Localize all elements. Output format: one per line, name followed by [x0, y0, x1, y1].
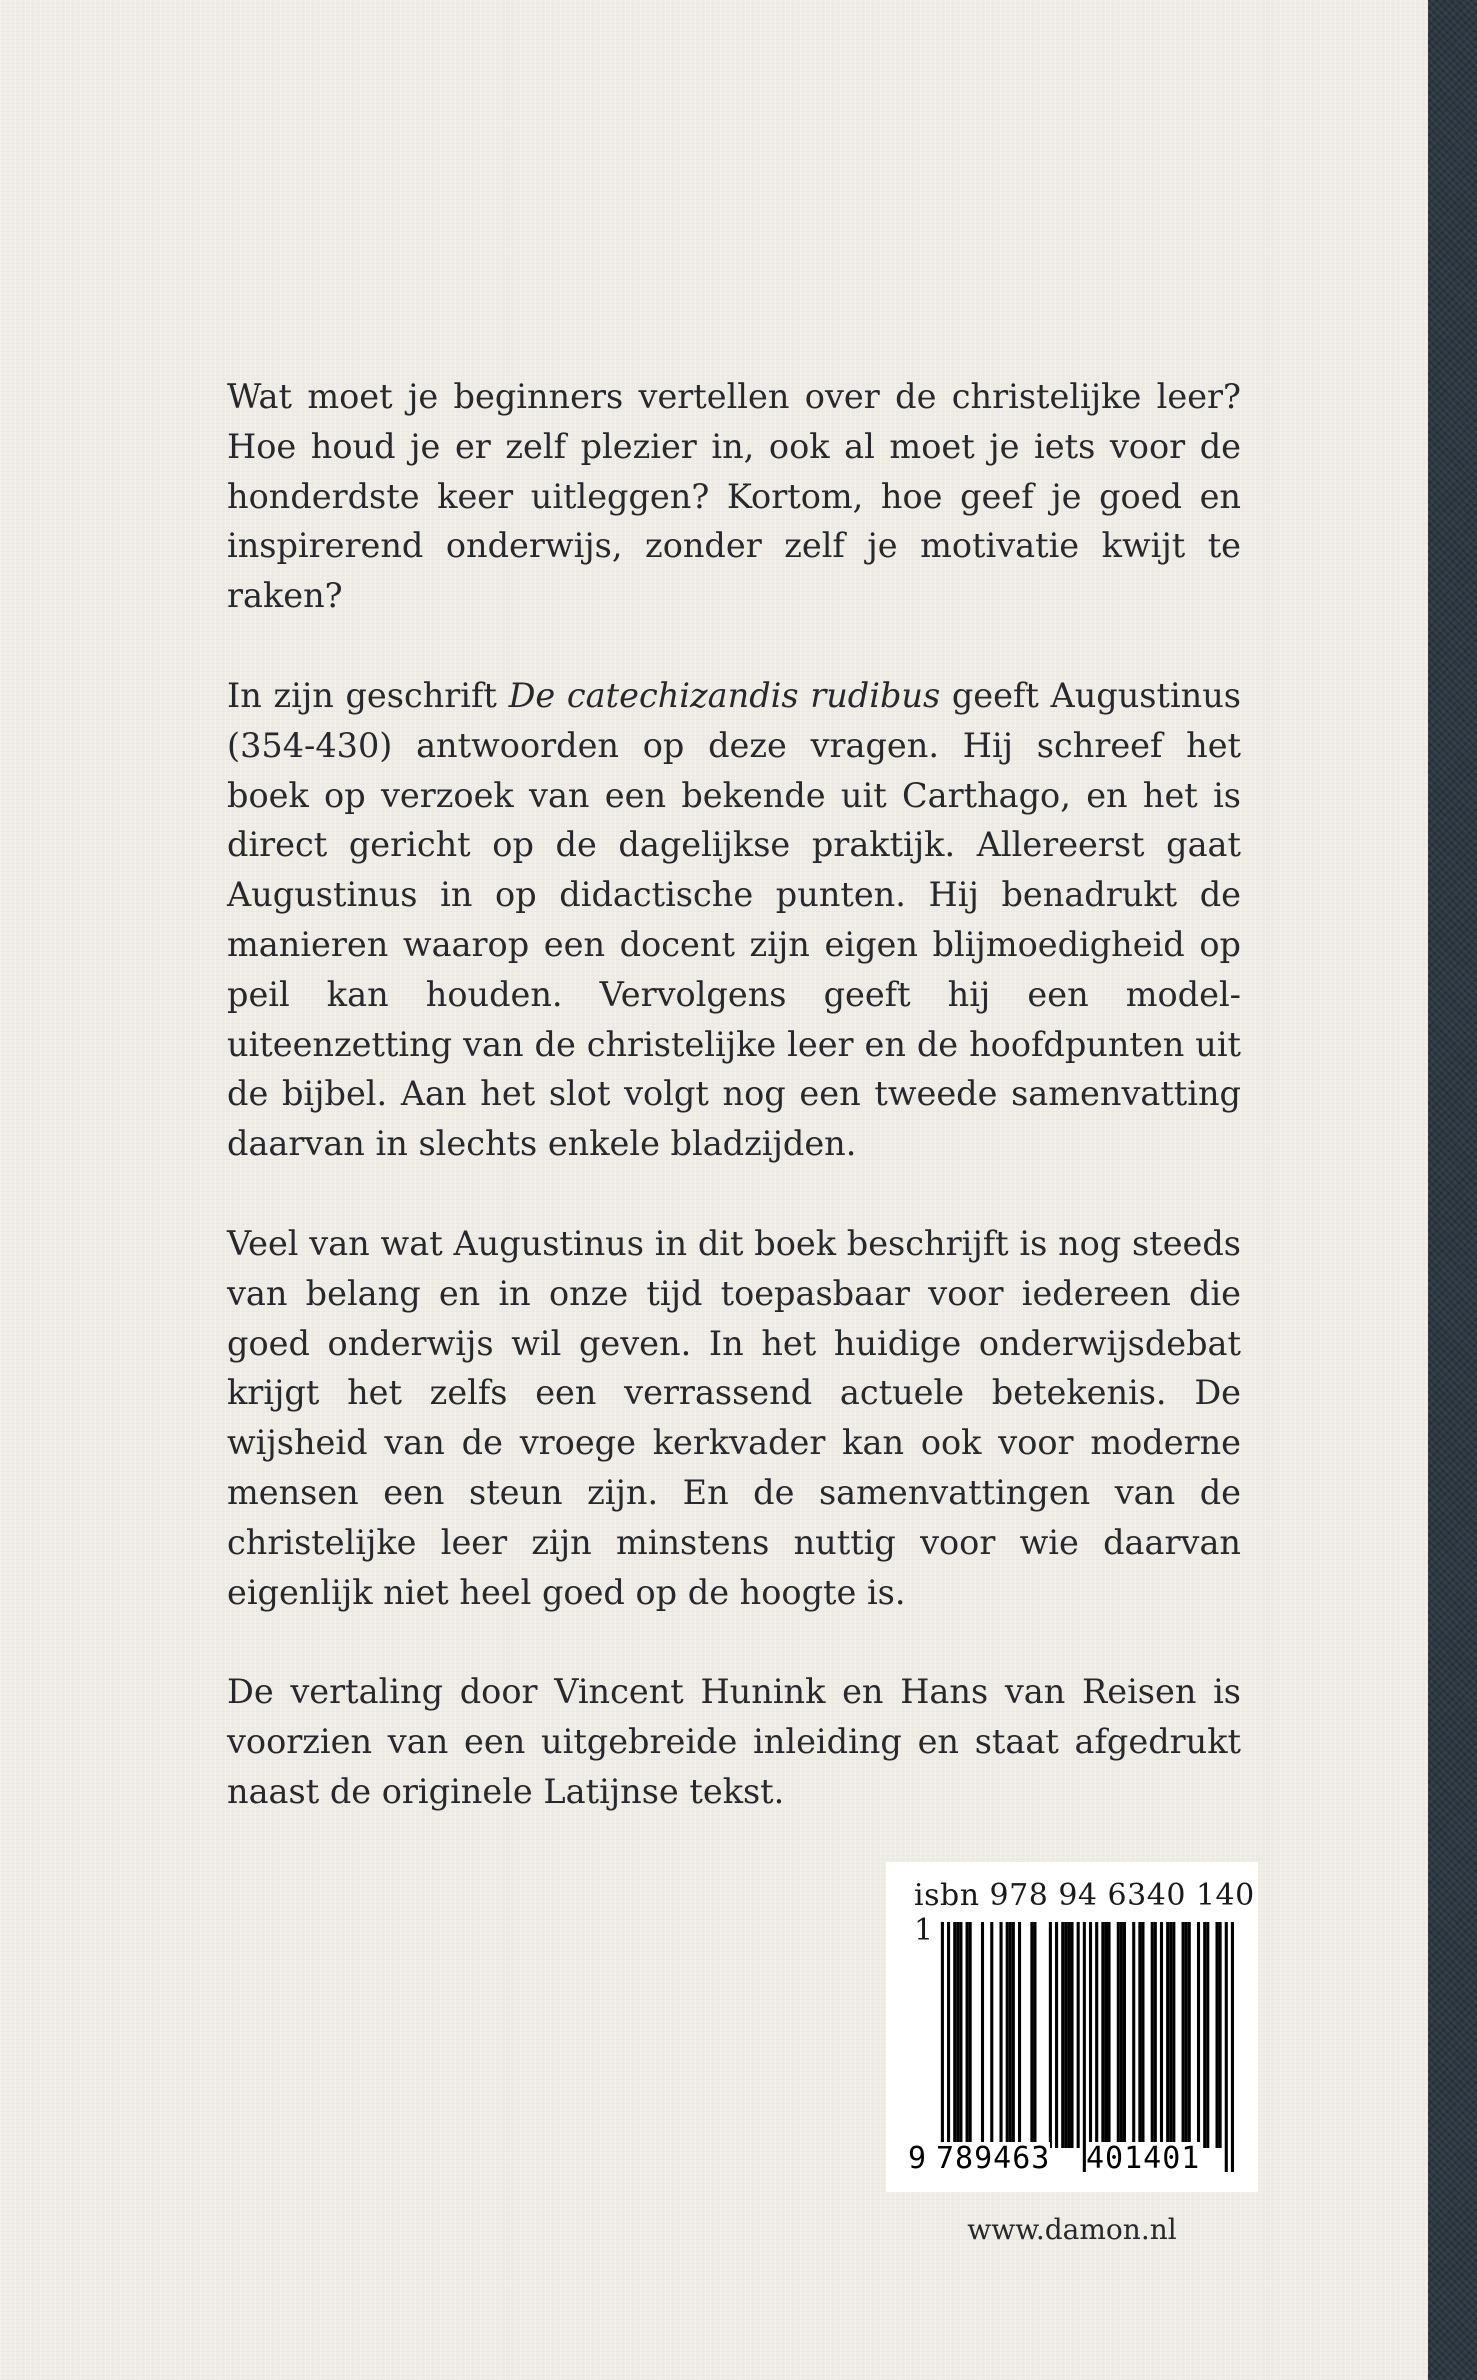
barcode-bar	[956, 1922, 959, 2148]
barcode-bar	[1219, 1922, 1222, 2148]
barcode-bar	[1138, 1922, 1141, 2148]
barcode-bar	[1009, 1922, 1012, 2148]
barcode-bar	[1070, 1922, 1073, 2148]
barcode-bar	[1061, 1922, 1064, 2148]
barcode-bar	[953, 1922, 956, 2148]
barcode-bar	[1169, 1922, 1172, 2148]
barcode-bar	[1197, 1922, 1200, 2148]
barcode-bar	[1188, 1922, 1191, 2148]
book-spine-edge	[1428, 0, 1477, 2380]
barcode-right-group: 401401	[1086, 2141, 1201, 2176]
barcode-bar	[1030, 1922, 1033, 2148]
barcode-bar	[1033, 1922, 1036, 2148]
barcode-bar	[966, 1922, 969, 2148]
barcode-bar	[1203, 1922, 1206, 2148]
barcode-bar	[1120, 1922, 1123, 2148]
paragraph-2-intro: In zijn geschrift	[227, 675, 509, 715]
barcode-bar	[999, 1922, 1002, 2148]
barcode-bar	[1231, 1922, 1234, 2172]
barcode-bar	[1225, 1922, 1228, 2172]
barcode-bar	[947, 1922, 950, 2172]
paragraph-4: De vertaling door Vincent Hunink en Hans van Reisen is voorzien van een uitgebreide inleiding en staat afgedrukt naast de originele Latijnse tekst.	[227, 1672, 1241, 1811]
barcode-box	[886, 1862, 1258, 2192]
barcode-bar	[1055, 1922, 1058, 2148]
barcode-bar	[1104, 1922, 1107, 2148]
paragraph-2	[227, 671, 1241, 1169]
paragraph-3: Veel van wat Augustinus in dit boek beschrijft is nog steeds van belang en in onze tijd toepasbaar voor iedereen die goed onderwijs wil geven. In het huidige onderwijsdebat krijgt het zelfs een verrassend actuele betekenis. De wijsheid van de vroege kerkvader kan ook voor moderne mensen een steun zijn. En de samenvattingen van de christelijke leer zijn minstens nuttig voor wie daarvan eigenlijk niet heel goed op de hoogte is.	[227, 1223, 1241, 1612]
barcode-bar	[1154, 1922, 1157, 2148]
barcode-bar	[1141, 1922, 1144, 2148]
barcode-bars	[910, 1922, 1234, 2172]
barcode-bar	[1215, 1922, 1218, 2148]
barcode-bar	[1182, 1922, 1185, 2148]
work-title: De catechizandis rudibus	[508, 675, 941, 715]
barcode-left-group: 789463	[936, 2141, 1051, 2176]
barcode-bar	[1151, 1922, 1154, 2148]
paragraph-2-body: geeft Augustinus (354-430) antwoorden op deze vragen. Hij schreef het boek op verzoek van een bekende uit Carthago, en het is direct gericht op de dagelijkse praktijk. Allereerst gaat Augustinus in op didactische punten. Hij benadrukt de manieren waarop een docent zijn eigen blijmoedigheid op peil kan houden. Vervolgens geeft hij een model-uiteenzetting van de christelijke leer en de hoofdpunten uit de bijbel. Aan het slot volgt nog een tweede samenvatting daarvan in slechts enkele bladzijden.	[227, 675, 1241, 1164]
barcode-bar	[1049, 1922, 1052, 2148]
barcode-bar	[990, 1922, 993, 2148]
barcode-bar	[1077, 1922, 1080, 2148]
barcode-bar	[969, 1922, 972, 2148]
barcode-bar	[1064, 1922, 1067, 2148]
barcode-bar	[1101, 1922, 1104, 2148]
publisher-website: www.damon.nl	[967, 2213, 1177, 2246]
barcode-bar	[1166, 1922, 1169, 2148]
barcode-bar	[1083, 1922, 1086, 2172]
barcode-bar	[1067, 1922, 1070, 2148]
barcode-bar	[1172, 1922, 1175, 2148]
barcode-bar	[1117, 1922, 1120, 2148]
blurb-text	[227, 372, 1241, 1867]
barcode-bar	[1132, 1922, 1135, 2148]
barcode-bar	[1185, 1922, 1188, 2148]
barcode-bar	[941, 1922, 944, 2172]
barcode-bar	[1123, 1922, 1126, 2148]
barcode-digits	[910, 2142, 1234, 2176]
barcode-bar	[1206, 1922, 1209, 2148]
barcode-bar	[981, 1922, 984, 2148]
isbn-label: isbn 978 94 6340 140 1	[914, 1878, 1255, 1948]
barcode-bar	[1006, 1922, 1009, 2148]
barcode-bar	[1018, 1922, 1021, 2148]
barcode-bar	[959, 1922, 962, 2148]
paragraph-1: Wat moet je beginners vertellen over de christelijke leer? Hoe houd je er zelf plezier in, ook al moet je iets voor de honderdste keer uitleggen? Kortom, hoe geef je goed en inspirerend onderwijs, zonder zelf je motivatie kwijt te raken?	[227, 377, 1241, 616]
barcode-bar	[1107, 1922, 1110, 2148]
barcode-bar	[1095, 1922, 1098, 2148]
barcode-first-digit: 9	[908, 2141, 927, 2176]
barcode-bar	[1012, 1922, 1015, 2148]
barcode-bar	[1089, 1922, 1092, 2172]
barcode-bar	[1160, 1922, 1163, 2148]
